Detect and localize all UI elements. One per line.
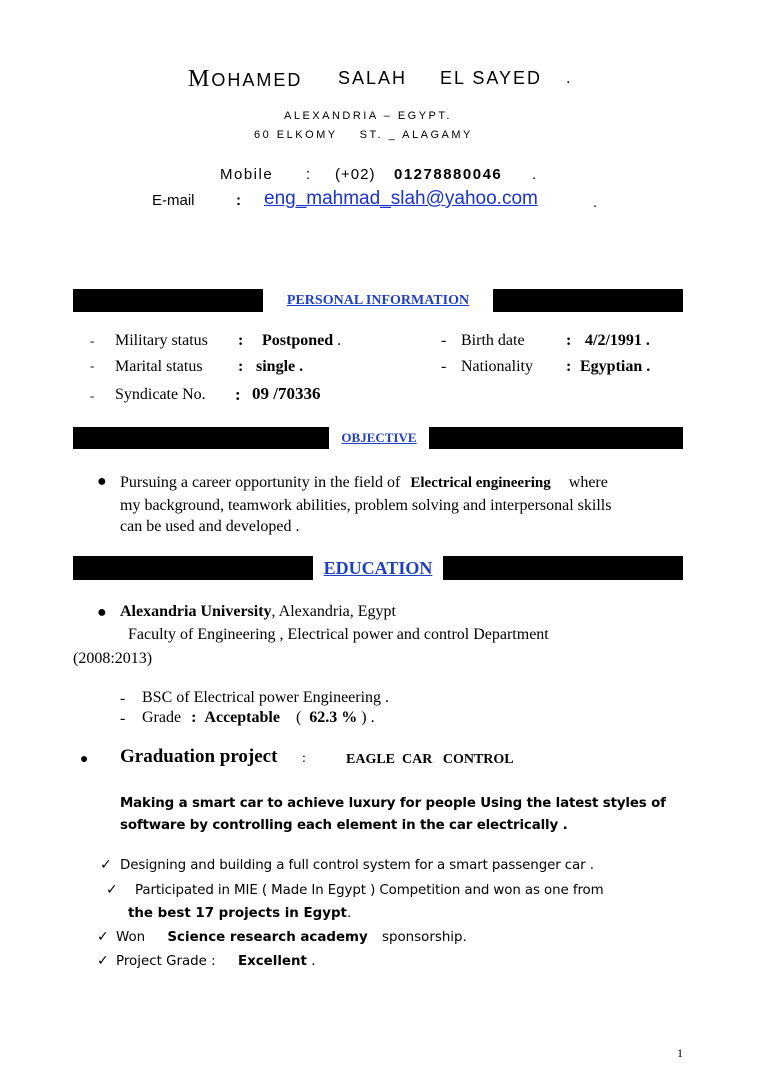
university: Alexandria University, Alexandria, Egypt bbox=[120, 603, 396, 620]
name-dot: . bbox=[566, 70, 571, 87]
check-item-2: Participated in MIE ( Made In Egypt ) Competition and won as one from bbox=[135, 883, 604, 898]
field-value: 09 /70336 bbox=[252, 384, 321, 403]
list-item: - bbox=[90, 388, 95, 403]
bullet-icon: ● bbox=[97, 473, 107, 490]
mobile-dot: . bbox=[532, 166, 537, 183]
objective-header bbox=[73, 427, 683, 449]
field-label: Military status bbox=[115, 332, 208, 349]
mobile-sep: : bbox=[306, 166, 311, 183]
personal-info-header bbox=[73, 289, 683, 312]
address-line-2: 60 ELKOMY ST. _ ALAGAMY bbox=[254, 129, 473, 141]
check-icon: ✓ bbox=[100, 857, 112, 873]
project-desc-2: software by controlling each element in the car electrically . bbox=[120, 818, 568, 833]
candidate-name bbox=[188, 66, 302, 93]
name-initial: M bbox=[188, 66, 212, 92]
project-label: Graduation project bbox=[120, 746, 278, 767]
field-sep: : bbox=[566, 332, 572, 349]
bullet-icon: ● bbox=[80, 752, 89, 767]
field-sep: : bbox=[566, 358, 572, 375]
field-value: Egyptian . bbox=[580, 358, 651, 375]
mobile-prefix: (+02) bbox=[335, 166, 376, 183]
list-item: - bbox=[120, 710, 126, 727]
education-header bbox=[73, 556, 683, 580]
project-desc-1: Making a smart car to achieve luxury for people Using the latest styles of bbox=[120, 796, 666, 811]
personal-info-title: PERSONAL INFORMATION bbox=[286, 292, 470, 308]
name-first: OHAMED bbox=[211, 70, 303, 90]
field-value: single . bbox=[256, 358, 304, 375]
grade: Grade : Acceptable ( 62.3 % ) . bbox=[142, 709, 375, 726]
field-sep: : bbox=[235, 385, 241, 404]
email-link[interactable]: eng_mahmad_slah@yahoo.com bbox=[264, 188, 538, 209]
check-item-1: Designing and building a full control system for a smart passenger car . bbox=[120, 858, 594, 873]
list-item: - bbox=[441, 332, 447, 349]
project-name: EAGLE CAR CONTROL bbox=[346, 752, 514, 767]
list-item: - bbox=[441, 358, 447, 375]
mobile-number: 01278880046 bbox=[394, 166, 503, 183]
field-value: Postponed . bbox=[262, 332, 342, 349]
email-sep: : bbox=[236, 192, 241, 209]
check-icon: ✓ bbox=[97, 953, 109, 969]
check-item-4: Project Grade : Excellent . bbox=[116, 954, 316, 969]
list-item: - bbox=[120, 690, 126, 707]
project-sep: : bbox=[302, 751, 306, 766]
mobile-label: Mobile bbox=[220, 166, 274, 183]
name-last: EL SAYED bbox=[440, 68, 543, 88]
objective-line-2: my background, teamwork abilities, problem solving and interpersonal skills bbox=[120, 497, 612, 514]
field-label: Birth date bbox=[461, 332, 525, 349]
list-item: - bbox=[90, 358, 95, 373]
field-label: Nationality bbox=[461, 358, 533, 375]
check-item-2-cont: the best 17 projects in Egypt. bbox=[128, 906, 352, 921]
degree: BSC of Electrical power Engineering . bbox=[142, 689, 390, 706]
field-label: Marital status bbox=[115, 358, 203, 375]
field-value: 4/2/1991 . bbox=[585, 332, 650, 349]
page-number: 1 bbox=[677, 1046, 683, 1060]
objective-title: OBJECTIVE bbox=[341, 430, 417, 445]
bullet-icon: ● bbox=[97, 604, 107, 621]
field-label: Syndicate No. bbox=[115, 386, 206, 403]
objective-line-1: Pursuing a career opportunity in the field of Electrical engineering where bbox=[120, 474, 608, 491]
field-sep: : bbox=[238, 332, 244, 349]
education-title: EDUCATION bbox=[323, 557, 433, 578]
field-sep: : bbox=[238, 358, 244, 375]
check-item-3: Won Science research academy sponsorship. bbox=[116, 930, 467, 945]
objective-line-3: can be used and developed . bbox=[120, 518, 300, 535]
check-icon: ✓ bbox=[97, 929, 109, 945]
faculty: Faculty of Engineering , Electrical power and control Department bbox=[128, 626, 549, 643]
email-label: E-mail bbox=[152, 192, 195, 209]
email-dot: . bbox=[593, 194, 598, 211]
check-icon: ✓ bbox=[106, 882, 118, 898]
list-item: - bbox=[90, 333, 95, 348]
address-line-1: ALEXANDRIA – EGYPT. bbox=[284, 110, 452, 122]
name-middle: SALAH bbox=[338, 68, 408, 88]
years: (2008:2013) bbox=[73, 650, 153, 667]
